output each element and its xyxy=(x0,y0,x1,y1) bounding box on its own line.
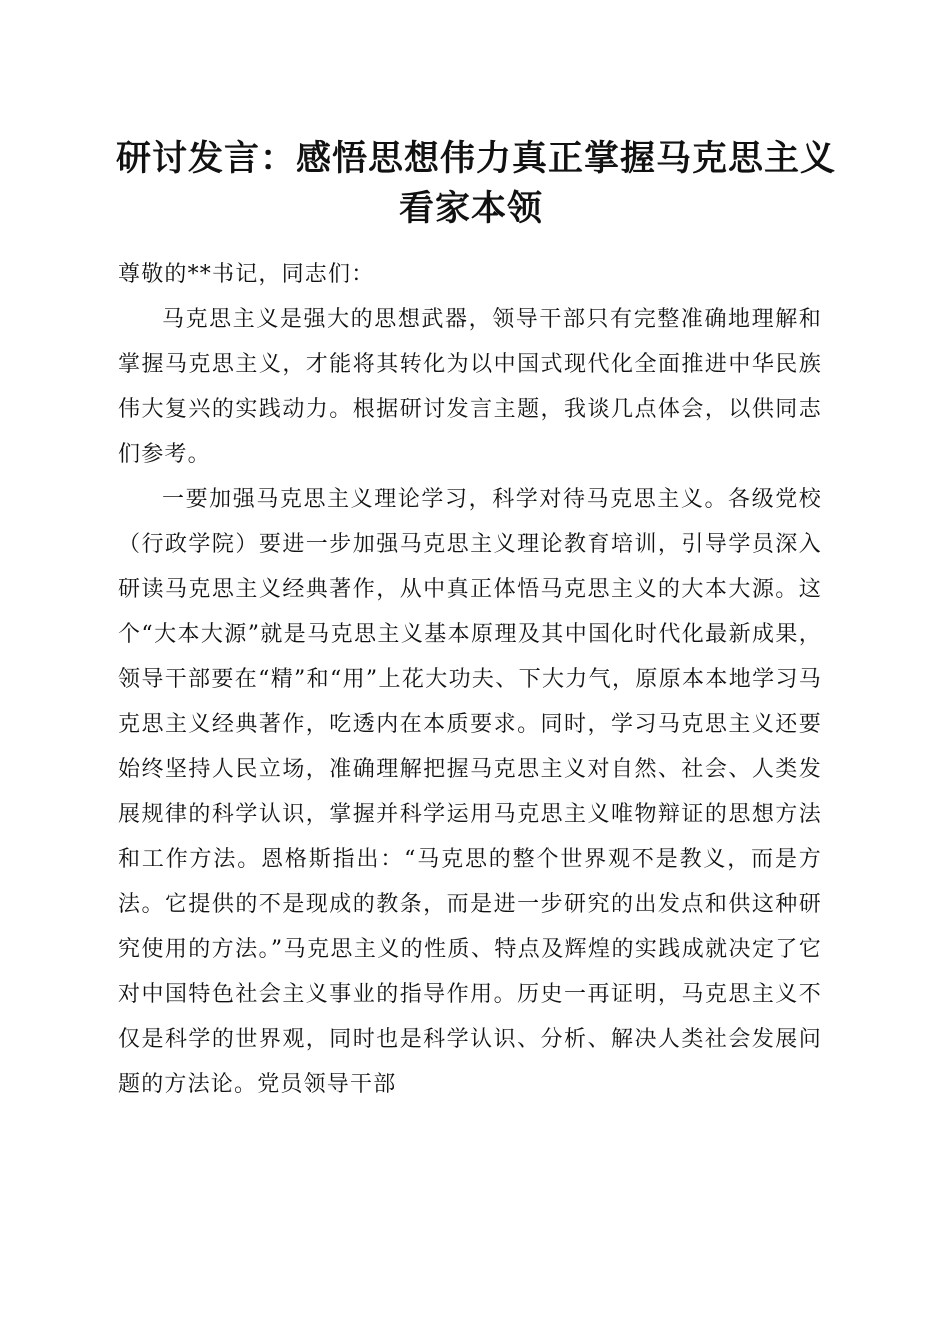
document-body xyxy=(118,252,822,1107)
salutation: 尊敬的**书记，同志们： xyxy=(118,262,375,287)
title-line-2: 看家本领 xyxy=(398,189,543,229)
paragraph-point-one: 一要加强马克思主义理论学习，科学对待马克思主义。各级党校（行政学院）要进一步加强马克思主义理论教育培训，引导学员深入研读马克思主义经典著作，从中真正体悟马克思主义的大本大源。这个“大本大源”就是马克思主义基本原理及其中国化时代化最新成果，领导干部要在“精”和“用”上花大功夫、下大力气，原原本本地学习马克思主义经典著作，吃透内在本质要求。同时，学习马克思主义还要始终坚持人民立场，准确理解把握马克思主义对自然、社会、人类发展规律的科学认识，掌握并科学运用马克思主义唯物辩证的思想方法和工作方法。恩格斯指出：“马克思的整个世界观不是教义，而是方法。它提供的不是现成的教条，而是进一步研究的出发点和供这种研究使用的方法。”马克思主义的性质、特点及辉煌的实践成就决定了它对中国特色社会主义事业的指导作用。历史一再证明，马克思主义不仅是科学的世界观，同时也是科学认识、分析、解决人类社会发展问题的方法论。党员领导干部 xyxy=(118,487,822,1097)
paragraph-intro: 马克思主义是强大的思想武器，领导干部只有完整准确地理解和掌握马克思主义，才能将其转化为以中国式现代化全面推进中华民族伟大复兴的实践动力。根据研讨发言主题，我谈几点体会，以供同志们参考。 xyxy=(118,307,822,467)
title-line-1: 研讨发言：感悟思想伟力真正掌握马克思主义 xyxy=(116,139,837,179)
document-title xyxy=(116,134,837,234)
